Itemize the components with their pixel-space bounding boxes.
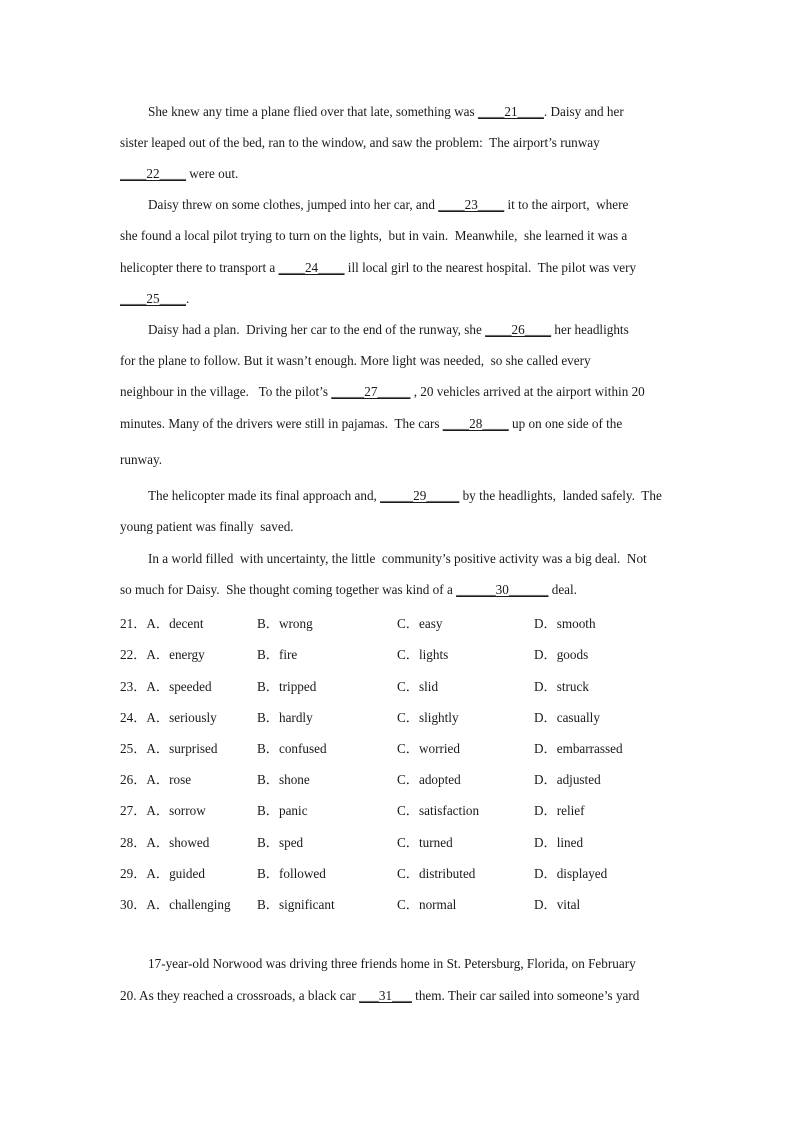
passage-line bbox=[120, 384, 645, 400]
blank-26[interactable]: ____26____ bbox=[485, 322, 552, 337]
text: her headlights bbox=[551, 322, 629, 337]
blank-22[interactable]: ____22____ bbox=[120, 166, 186, 181]
option-b[interactable]: B．panic bbox=[257, 803, 308, 818]
option-d[interactable]: D．adjusted bbox=[534, 772, 601, 787]
option-row bbox=[120, 676, 700, 696]
option-d[interactable]: D．smooth bbox=[534, 616, 596, 631]
text: helicopter there to transport a bbox=[120, 260, 279, 275]
option-a[interactable]: 21．A．decent bbox=[120, 616, 204, 631]
text: ill local girl to the nearest hospital. The pilot was very bbox=[344, 260, 637, 275]
text: so much for Daisy. She thought coming together was kind of a bbox=[120, 582, 457, 597]
option-row bbox=[120, 800, 700, 820]
passage-line: runway. bbox=[120, 452, 162, 467]
blank-31[interactable]: ___31___ bbox=[359, 988, 412, 1003]
option-b[interactable]: B．confused bbox=[257, 741, 327, 756]
option-b[interactable]: B．sped bbox=[257, 835, 304, 850]
text: . bbox=[185, 291, 190, 306]
option-d[interactable]: D．vital bbox=[534, 897, 581, 912]
text: Daisy had a plan. Driving her car to the end of the runway, she bbox=[148, 322, 486, 337]
option-d[interactable]: D．struck bbox=[534, 679, 589, 694]
option-d[interactable]: D．lined bbox=[534, 835, 584, 850]
option-c[interactable]: C．satisfaction bbox=[397, 803, 480, 818]
blank-24[interactable]: ____24____ bbox=[278, 260, 345, 275]
option-c[interactable]: C．normal bbox=[397, 897, 457, 912]
option-a[interactable]: 22．A．energy bbox=[120, 647, 205, 662]
blank-27[interactable]: _____27_____ bbox=[331, 384, 411, 399]
option-d[interactable]: D．relief bbox=[534, 803, 585, 818]
text: Daisy threw on some clothes, jumped into her car, and bbox=[148, 197, 439, 212]
passage-line bbox=[120, 260, 636, 276]
text: , 20 vehicles arrived at the airport within 20 bbox=[410, 384, 645, 399]
passage-line: for the plane to follow. But it wasn’t enough. More light was needed, so she called every bbox=[120, 353, 591, 368]
option-c[interactable]: C．distributed bbox=[397, 866, 476, 881]
option-c[interactable]: C．turned bbox=[397, 835, 453, 850]
option-a[interactable]: 23．A．speeded bbox=[120, 679, 212, 694]
text: She knew any time a plane flied over that late, something was bbox=[148, 104, 478, 119]
passage-line bbox=[148, 104, 624, 120]
option-c[interactable]: C．lights bbox=[397, 647, 449, 662]
option-c[interactable]: C．easy bbox=[397, 616, 443, 631]
text: were out. bbox=[185, 166, 239, 181]
option-d[interactable]: D．goods bbox=[534, 647, 589, 662]
passage-line bbox=[148, 322, 629, 338]
passage-line bbox=[120, 291, 189, 307]
option-a[interactable]: 24．A．seriously bbox=[120, 710, 217, 725]
option-c[interactable]: C．adopted bbox=[397, 772, 461, 787]
passage-line: young patient was finally saved. bbox=[120, 519, 294, 534]
blank-21[interactable]: ____21____ bbox=[477, 104, 544, 119]
option-d[interactable]: D．embarrassed bbox=[534, 741, 623, 756]
option-b[interactable]: B．tripped bbox=[257, 679, 317, 694]
text: up on one side of the bbox=[508, 416, 623, 431]
option-b[interactable]: B．followed bbox=[257, 866, 326, 881]
passage-line: 17-year-old Norwood was driving three friends home in St. Petersburg, Florida, on February bbox=[148, 956, 636, 971]
blank-23[interactable]: ____23____ bbox=[438, 197, 505, 212]
option-a[interactable]: 29．A．guided bbox=[120, 866, 205, 881]
option-row bbox=[120, 738, 700, 758]
text: it to the airport, where bbox=[504, 197, 629, 212]
option-a[interactable]: 28．A．showed bbox=[120, 835, 210, 850]
passage-line bbox=[148, 197, 628, 213]
text: . Daisy and her bbox=[543, 104, 624, 119]
option-b[interactable]: B．hardly bbox=[257, 710, 313, 725]
option-row bbox=[120, 769, 700, 789]
text: neighbour in the village. To the pilot’s bbox=[120, 384, 332, 399]
passage-line: In a world filled with uncertainty, the little community’s positive activity was a big deal. Not bbox=[148, 551, 647, 566]
blank-29[interactable]: _____29_____ bbox=[380, 488, 460, 503]
option-row bbox=[120, 832, 700, 852]
option-b[interactable]: B．wrong bbox=[257, 616, 313, 631]
option-b[interactable]: B．fire bbox=[257, 647, 298, 662]
text: minutes. Many of the drivers were still in pajamas. The cars bbox=[120, 416, 443, 431]
passage-line bbox=[120, 988, 639, 1004]
option-a[interactable]: 25．A．surprised bbox=[120, 741, 218, 756]
option-row bbox=[120, 863, 700, 883]
option-c[interactable]: C．slightly bbox=[397, 710, 459, 725]
option-row bbox=[120, 894, 700, 914]
option-row bbox=[120, 613, 700, 633]
passage-line bbox=[120, 166, 238, 182]
text: deal. bbox=[548, 582, 577, 597]
option-b[interactable]: B．significant bbox=[257, 897, 335, 912]
passage-line: she found a local pilot trying to turn on the lights, but in vain. Meanwhile, she learned it was a bbox=[120, 228, 628, 243]
passage-line bbox=[120, 416, 622, 432]
blank-30[interactable]: ______30______ bbox=[456, 582, 549, 597]
option-b[interactable]: B．shone bbox=[257, 772, 310, 787]
option-c[interactable]: C．worried bbox=[397, 741, 460, 756]
blank-25[interactable]: ____25____ bbox=[120, 291, 186, 306]
text: by the headlights, landed safely. The bbox=[459, 488, 662, 503]
option-d[interactable]: D．displayed bbox=[534, 866, 608, 881]
option-c[interactable]: C．slid bbox=[397, 679, 439, 694]
text: them. Their car sailed into someone’s yard bbox=[411, 988, 640, 1003]
passage-line bbox=[148, 488, 662, 504]
text: The helicopter made its final approach and, bbox=[148, 488, 381, 503]
option-d[interactable]: D．casually bbox=[534, 710, 600, 725]
option-row bbox=[120, 707, 700, 727]
option-a[interactable]: 27．A．sorrow bbox=[120, 803, 206, 818]
passage-line: sister leaped out of the bed, ran to the window, and saw the problem: The airport’s runway bbox=[120, 135, 600, 150]
text: 20. As they reached a crossroads, a black car bbox=[120, 988, 360, 1003]
option-a[interactable]: 26．A．rose bbox=[120, 772, 192, 787]
blank-28[interactable]: ____28____ bbox=[442, 416, 509, 431]
option-a[interactable]: 30．A．challenging bbox=[120, 897, 231, 912]
option-row bbox=[120, 644, 700, 664]
passage-line bbox=[120, 582, 577, 598]
